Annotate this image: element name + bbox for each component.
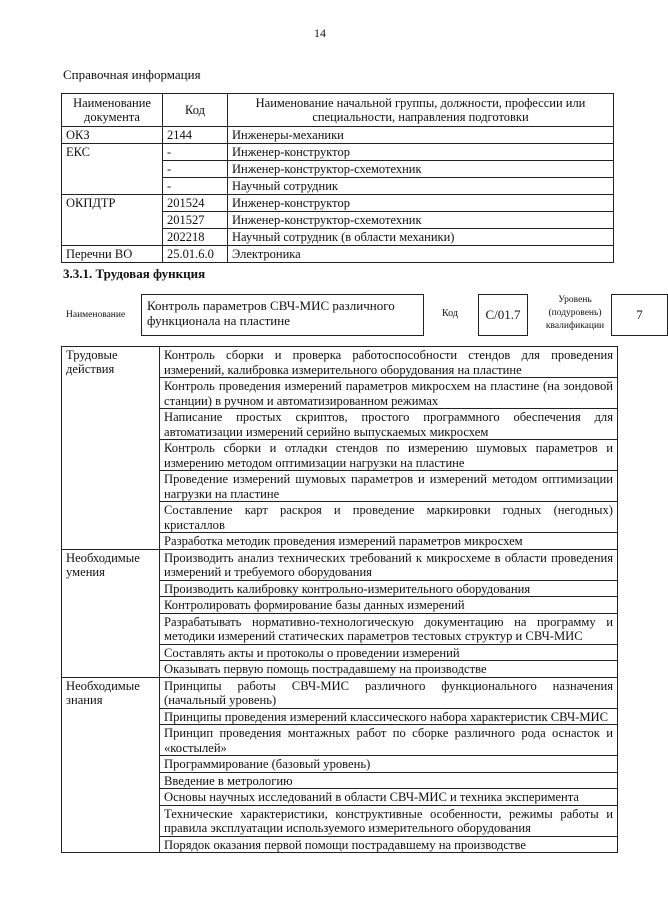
function-code-box: C/01.7: [478, 294, 528, 336]
document-cell: ЕКС: [62, 144, 163, 195]
qualification-level-box: 7: [611, 294, 668, 336]
section-title: 3.3.1. Трудовая функция: [63, 266, 206, 281]
labor-action-item: Написание простых скриптов, простого программного обеспечения для автоматизации измерений серийно выпускаемых микросхем: [160, 409, 618, 440]
labor-action-item: Проведение измерений шумовых параметров и измерений методом оптимизации нагрузки на пластине: [160, 471, 618, 502]
table-row: [62, 677, 618, 708]
table-row: [62, 127, 614, 144]
skills-label: Необходимые умения: [62, 549, 160, 677]
document-cell: Перечни ВО: [62, 246, 163, 263]
skill-item: Разрабатывать нормативно-технологическую документацию на программу и методики измерений статических параметров тестовых структур и СВЧ-МИС: [160, 613, 618, 644]
occupation-cell: Инженеры-механики: [228, 127, 614, 144]
reference-title: Справочная информация: [63, 67, 201, 82]
occupation-cell: Инженер-конструктор: [228, 195, 614, 212]
labor-action-item: Составление карт раскроя и проведение маркировки годных (негодных) кристаллов: [160, 502, 618, 533]
knowledge-item: Введение в метрологию: [160, 772, 618, 789]
table-row: [62, 347, 618, 378]
occupation-cell: Научный сотрудник: [228, 178, 614, 195]
labor-action-item: Контроль проведения измерений параметров микросхем на пластине (на зондовой станции) в ручном и автоматизированном режимах: [160, 378, 618, 409]
knowledge-item: Принципы работы СВЧ-МИС различного функционального назначения (начальный уровень): [160, 677, 618, 708]
knowledge-item: Технические характеристики, конструктивные особенности, режимы работы и правила эксплуатации используемого измерительного оборудования: [160, 805, 618, 836]
labor-action-item: Контроль сборки и проверка работоспособности стендов для проведения измерений, калибровка измерительного оборудования на пластине: [160, 347, 618, 378]
code-cell: 25.01.6.0: [163, 246, 228, 263]
labor-actions-label: Трудовые действия: [62, 347, 160, 550]
skill-item: Производить калибровку контрольно-измерительного оборудования: [160, 580, 618, 597]
reference-table: [61, 93, 614, 263]
knowledge-item: Принципы проведения измерений классического набора характеристик СВЧ-МИС: [160, 708, 618, 725]
occupation-cell: Инженер-конструктор: [228, 144, 614, 161]
table-row: [62, 144, 614, 161]
labor-function-table: [61, 346, 618, 853]
skill-item: Контролировать формирование базы данных измерений: [160, 597, 618, 614]
header-group-name: Наименование начальной группы, должности, профессии или специальности, направления подготовки: [228, 94, 614, 127]
reference-header-row: [62, 94, 614, 127]
code-cell: 2144: [163, 127, 228, 144]
code-cell: -: [163, 178, 228, 195]
function-header: [61, 294, 643, 340]
knowledge-item: Основы научных исследований в области СВЧ-МИС и техника эксперимента: [160, 789, 618, 806]
table-row: [62, 195, 614, 212]
code-cell: -: [163, 161, 228, 178]
document-cell: ОКЗ: [62, 127, 163, 144]
occupation-cell: Научный сотрудник (в области механики): [228, 229, 614, 246]
header-document-name: Наименование документа: [62, 94, 163, 127]
function-code-label: Код: [442, 308, 458, 319]
occupation-cell: Инженер-конструктор-схемотехник: [228, 212, 614, 229]
occupation-cell: Электроника: [228, 246, 614, 263]
function-name-box: Контроль параметров СВЧ-МИС различного функционала на пластине: [141, 294, 424, 336]
function-name-label: Наименование: [66, 310, 126, 320]
code-cell: 201524: [163, 195, 228, 212]
code-cell: 201527: [163, 212, 228, 229]
table-row: [62, 549, 618, 580]
code-cell: -: [163, 144, 228, 161]
code-cell: 202218: [163, 229, 228, 246]
skill-item: Оказывать первую помощь пострадавшему на производстве: [160, 661, 618, 678]
knowledge-item: Программирование (базовый уровень): [160, 756, 618, 773]
skill-item: Составлять акты и протоколы о проведении измерений: [160, 644, 618, 661]
document-cell: ОКПДТР: [62, 195, 163, 246]
knowledge-item: Принцип проведения монтажных работ по сборке различного рода оснасток и «костылей»: [160, 725, 618, 756]
page-number: 14: [314, 26, 326, 40]
header-code: Код: [163, 94, 228, 127]
knowledge-label: Необходимые знания: [62, 677, 160, 853]
labor-action-item: Контроль сборки и отладки стендов по измерению шумовых параметров и измерению методом оптимизации нагрузки на пластине: [160, 440, 618, 471]
table-row: [62, 246, 614, 263]
skill-item: Производить анализ технических требований к микросхеме в области проведения измерений и требуемого оборудования: [160, 549, 618, 580]
knowledge-item: Порядок оказания первой помощи пострадавшему на производстве: [160, 836, 618, 853]
occupation-cell: Инженер-конструктор-схемотехник: [228, 161, 614, 178]
labor-action-item: Разработка методик проведения измерений параметров микросхем: [160, 533, 618, 550]
qualification-level-label: Уровень (подуровень) квалификации: [545, 295, 605, 331]
